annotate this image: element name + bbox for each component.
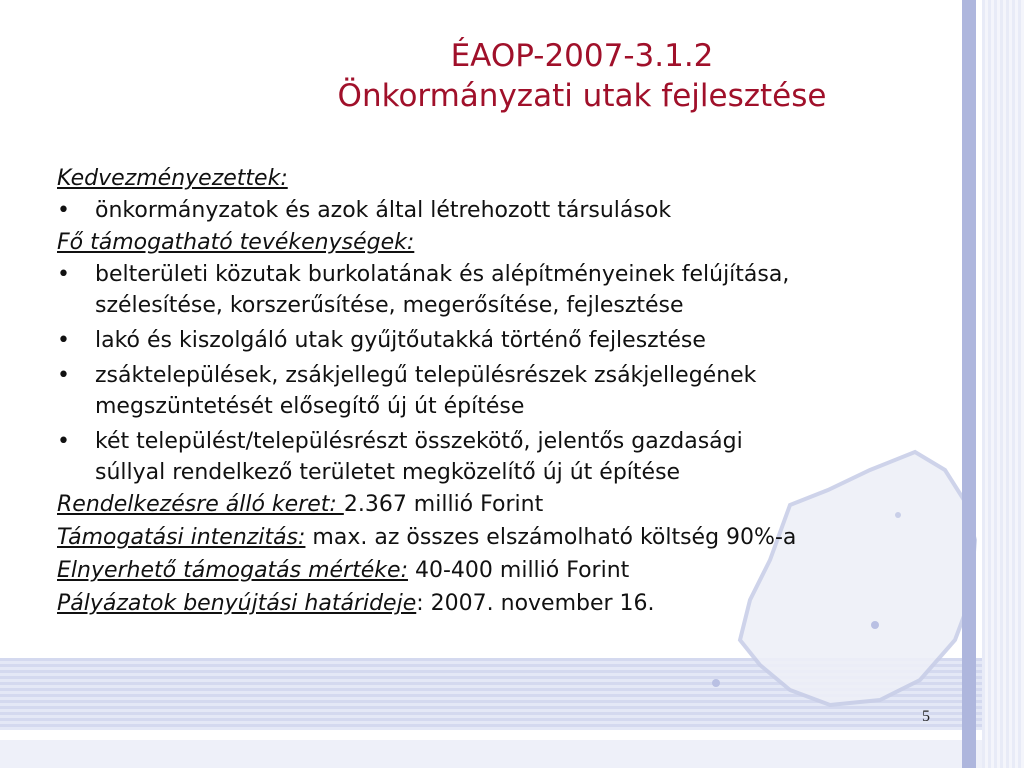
detail-value: : 2007. november 16. bbox=[416, 591, 655, 616]
detail-value: max. az összes elszámolható költség 90%-a bbox=[305, 525, 797, 550]
bullet-icon: • bbox=[57, 363, 70, 388]
bullet-text-line: szélesítése, korszerűsítése, megerősítése, fejlesztése bbox=[95, 293, 684, 318]
detail-budget bbox=[57, 488, 957, 521]
bullet-icon: • bbox=[57, 198, 70, 223]
detail-value: 2.367 millió Forint bbox=[343, 492, 544, 517]
detail-deadline bbox=[57, 587, 957, 620]
detail-label: Támogatási intenzitás: bbox=[57, 525, 306, 550]
beneficiaries-item bbox=[57, 195, 957, 226]
bullet-icon: • bbox=[57, 328, 70, 353]
activity-item bbox=[57, 259, 957, 321]
bullet-text-line: megszüntetését elősegítő új út építése bbox=[95, 394, 525, 419]
bullet-icon: • bbox=[57, 429, 70, 454]
slide-content bbox=[57, 162, 957, 620]
detail-value: 40-400 millió Forint bbox=[407, 558, 630, 583]
bullet-text-line: lakó és kiszolgáló utak gyűjtőutakká történő fejlesztése bbox=[95, 328, 706, 353]
bullet-text-line: súllyal rendelkező területet megközelítő új út építése bbox=[95, 460, 681, 485]
detail-label: Rendelkezésre álló keret: bbox=[57, 492, 344, 517]
bullet-text-line: belterületi közutak burkolatának és alépítményeinek felújítása, bbox=[95, 262, 790, 287]
beneficiaries-label: Kedvezményezettek: bbox=[57, 166, 288, 191]
bullet-icon: • bbox=[57, 262, 70, 287]
slide-title bbox=[0, 36, 1024, 116]
detail-label: Elnyerhető támogatás mértéke: bbox=[57, 558, 408, 583]
bullet-text-line: két települést/településrészt összekötő, jelentős gazdasági bbox=[95, 429, 743, 454]
activity-item bbox=[57, 426, 957, 488]
bullet-text: önkormányzatok és azok által létrehozott társulások bbox=[95, 198, 672, 223]
detail-intensity bbox=[57, 521, 957, 554]
detail-label: Pályázatok benyújtási határideje bbox=[57, 591, 417, 616]
activity-item bbox=[57, 360, 957, 422]
title-line-2: Önkormányzati utak fejlesztése bbox=[337, 78, 827, 114]
activities-label: Fő támogatható tevékenységek: bbox=[57, 230, 415, 255]
activity-item bbox=[57, 325, 957, 356]
activities-heading bbox=[57, 226, 957, 259]
detail-amount bbox=[57, 554, 957, 587]
bullet-text-line: zsáktelepülések, zsákjellegű településrészek zsákjellegének bbox=[95, 363, 757, 388]
beneficiaries-heading bbox=[57, 162, 957, 195]
title-line-1: ÉAOP-2007-3.1.2 bbox=[450, 38, 714, 74]
page-number: 5 bbox=[922, 708, 930, 725]
